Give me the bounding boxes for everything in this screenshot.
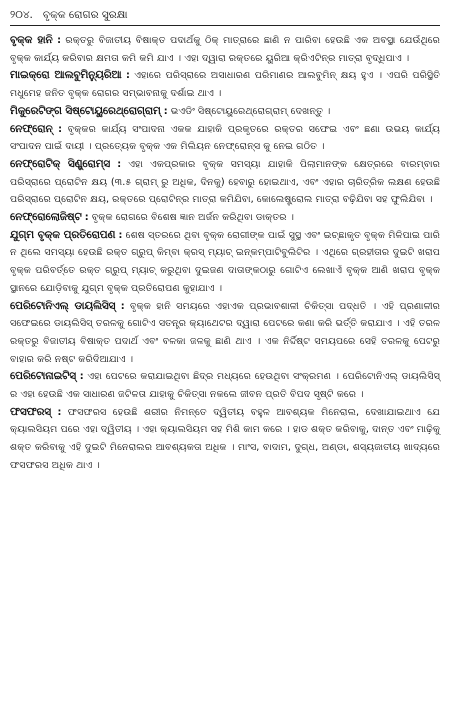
glossary-entry: [10, 156, 440, 209]
page-number: ୨୦୪.: [10, 9, 33, 21]
entry-text: ଏହା ପେଟରେ କରାଯାଇଥିବା ଛିଦ୍ର ମଧ୍ୟରେ ହେଉଥିବା ସଂକ୍ରମଣ । ପେରିଟୋନିଏଲ୍ ଡାୟଲିସିସ୍ ର ଏହା ହେଉଛି ଏକ ସାଧାରଣ ଜଟିଳତା ଯାହାକୁ ଚିକିତ୍ସା ନକଲେ ଜୀବନ ପ୍ରତି ବିପଦ ସୃଷ୍ଟି କରେ ।: [10, 371, 440, 401]
glossary-entry: [10, 298, 440, 369]
glossary-entry: [10, 404, 440, 475]
entry-separator: :: [79, 371, 84, 383]
glossary-entry: [10, 32, 440, 67]
entry-separator: :: [117, 158, 122, 170]
entry-term: ନେଫ୍ରୋଲୋଜିଷ୍ଟ: [10, 211, 82, 224]
glossary-entry: [10, 227, 440, 298]
entry-text: ବୃକ୍କର କାର୍ଯ୍ୟ ସଂପାଦନା ଏକକ ଯାହାକି ପ୍ରକୃତରେ ରକ୍ତର ସଫେଇ ଏବଂ ଛଣା ଉଭୟ କାର୍ଯ୍ୟ ସଂପାଦନ ପାଇଁ ଦାୟୀ । ପ୍ରତ୍ୟେକ ବୃକ୍କ ଏକ ମିଲିୟନ ନେଫ୍ରୋନ୍ସ କୁ ନେଇ ଗଠିତ ।: [10, 123, 440, 153]
glossary-entry: [10, 209, 440, 227]
glossary-entry: [10, 121, 440, 156]
entry-term: ଫସଫରସ୍: [10, 405, 52, 418]
entry-text: ରକ୍ତରୁ ବିଜାତୀୟ ବିଷାକ୍ତ ପଦାର୍ଥକୁ ଠିକ୍ ମାତ୍ରାରେ ଛାଣି ନ ପାରିବା ହେଉଛି ଏକ ଅବସ୍ଥା ଯେଉଁଥିରେ ବୃକ୍କ କାର୍ଯ୍ୟ କରିବାର କ୍ଷମତା କମି କମି ଯାଏ । ଏହା ଦ୍ୱାରା ରକ୍ତରେ ୟୁରିଆ କ୍ରିଏଟିନ୍‌ର ମାତ୍ରା ବୃଦ୍ଧିପାଏ ।: [10, 35, 440, 64]
header-divider: [10, 25, 440, 26]
entry-term: ନେଫ୍ରୋନ୍: [10, 122, 53, 135]
running-title: ବୃକ୍କ ରୋଗର ସୁରକ୍ଷା: [42, 9, 128, 21]
page-header: [10, 8, 440, 24]
entry-text: ଭଏଡିଂ ସିଷ୍ଟୋୟୁରେଥ୍ରୋଗ୍ରାମ୍ ଦେଖନ୍ତୁ ।: [170, 105, 331, 117]
entry-separator: :: [84, 212, 89, 224]
entry-text: ଏହାରେ ପରିସ୍ରାରେ ଅସାଧାରଣ ପରିମାଣର ଆଲବୁମିନ୍ କ୍ଷୟ ହୁଏ । ଏପରି ପରିସ୍ଥିତି ମଧୁମେହ ଜନିତ ବୃକ୍କ ରୋଗର ସମ୍ଭାବନାକୁ ଦର୍ଶାଇ ଥାଏ ।: [10, 70, 440, 100]
entry-term: ପେରିଟୋନିଏଲ୍ ଡାୟଲିସିସ୍: [10, 299, 116, 312]
entry-term: ମାଇକ୍ରୋ ଆଲବୁମିନ୍ୟୁରିଆ: [10, 69, 122, 82]
glossary-body: [10, 32, 440, 475]
entry-text: ବୃକ୍କ ରୋଗରେ ବିଶେଷ ଜ୍ଞାନ ଅର୍ଜନ କରିଥିବା ଡାକ୍ତର ।: [91, 212, 295, 224]
entry-text: ଫସଫରସ ହେଉଛି ଶରୀର ନିମନ୍ତେ ଦ୍ୱିତୀୟ ବହୁଳ ଆବଶ୍ୟକ ମିନେରାଲ, ଦେଖାଯାଇଥାଏ ଯେ କ୍ୟାଲସିୟମ ପରେ ଏହା ଦ୍ୱିତୀୟ । ଏହା କ୍ୟାଲସିୟମ ସହ ମିଶି କାମ କରେ । ହାଡ ଶକ୍ତ କରିବାକୁ, ଦାନ୍ତ ଏବଂ ମାଢ଼ିକୁ ଶକ୍ତ କରିବାକୁ ଏହି ଦୁଇଟି ମିନେରାଲର ଆବଶ୍ୟକତା ଅଧିକ । ମାଂସ, ବାଦାମ, ଦୁଗ୍ଧ, ଅଣ୍ଡା, ଶସ୍ୟଜାତୀୟ ଖାଦ୍ୟରେ ଫସଫରସ ଅଧିକ ଥାଏ ।: [10, 406, 440, 471]
glossary-entry: [10, 67, 440, 102]
entry-term: ନେଫ୍ରୋଟିକ୍ ସିଣ୍ଡ୍ରୋମ୍ସ: [10, 157, 111, 170]
entry-separator: :: [58, 123, 63, 135]
entry-separator: :: [125, 70, 130, 82]
entry-term: ପେରିଟୋନାଇଟିସ୍: [10, 370, 77, 383]
entry-separator: :: [118, 229, 123, 241]
entry-text: ଶେଷ ସ୍ତରରେ ଥିବା ବୃକ୍କ ରୋଗୀଙ୍କ ପାଇଁ ସୁସ୍ଥ ଏବଂ ଇଚ୍ଛାକୃତ ବୃକ୍କ ମିଳିପାଇ ପାରି ନ ଥିଲେ ସମସ୍ୟା ହେଉଛି ରକ୍ତ ଗ୍ରୁପ୍ କିମ୍ବା କ୍ରସ୍ ମ୍ୟାଚ୍ ଇନ୍‌କମ୍ପାଟିବୁଲିଟିର । ଏଥିରେ ଗ୍ରହୀତାର ଦୁଇଟି ଖରାପ ବୃକ୍କ ପରିବର୍ତ୍ତେ ରକ୍ତ ଗ୍ରୁପ୍ ମ୍ୟାଚ୍ କରୁଥିବା ଦୁଇଜଣ ଦାତାଙ୍କଠାରୁ ଗୋଟିଏ ଲେଖାଏଁ ବୃକ୍କ ଆଣି ଖରାପ ବୃକ୍କ ସ୍ଥାନରେ ଯୋଡ଼ିବାକୁ ଯୁଗ୍ମ ବୃକ୍କ ପ୍ରତିରୋପଣ କୁହାଯାଏ ।: [10, 229, 440, 294]
entry-separator: :: [57, 35, 61, 46]
entry-separator: :: [120, 300, 125, 312]
entry-text: ବୃକ୍କ ହାନି ସମୟରେ ଏହାଏକ ପ୍ରଭାବଶାଳୀ ଚିକିତ୍ସା ପଦ୍ଧତି । ଏହି ପ୍ରଣାଳୀର ସଫେଇରେ ଡାୟଲିସିସ୍ ତରଳକୁ ଗୋଟିଏ ସତନ୍ତ୍ର କ୍ୟାଥେଟର ଦ୍ୱାରା ପେଟରେ କଣା କରି ଭର୍ତ୍ତି କରାଯାଏ । ଏହି ତରଳ ରକ୍ତରୁ ବିଜାତୀୟ ବିଷାକ୍ତ ପଦାର୍ଥ ଏବଂ ବଳକା ଜଳକୁ ଛାଣି ଥାଏ । ଏକ ନିର୍ଦ୍ଦିଷ୍ଟ ସମୟପରେ ସେହି ତରଳକୁ ପେଟରୁ ବାହାର କରି ନଷ୍ଟ କରିଦିଆଯାଏ ।: [10, 300, 440, 365]
entry-separator: :: [57, 406, 62, 418]
entry-text: ଏହା ଏକପ୍ରକାର ବୃକ୍କ ସମସ୍ୟା ଯାହାକି ପିଲାମାନଙ୍କ କ୍ଷେତ୍ରରେ ବାରମ୍ବାର ପରିସ୍ରାରେ ପ୍ରୋଟିନ କ୍ଷୟ (୩.୫ ଗ୍ରାମ୍ ରୁ ଅଧିକ, ଦିନକୁ) ହେବାରୁ ହୋଇଥାଏ, ଏବଂ ଏହାର ଚାରିତ୍ରିକ ଲକ୍ଷଣ ହେଉଛି ପରିସ୍ରାରେ ପ୍ରୋଟିନ କ୍ଷୟ, ରକ୍ତରେ ପ୍ରୋଟିନ୍‌ର ମାତ୍ରା କମିଯିବା, କୋଲେଷ୍ଟ୍ରୋଲ ମାତ୍ରା ବଢ଼ିଯିବା ସହ ଫୁଲିଯିବା ।: [10, 158, 440, 206]
glossary-entry: [10, 368, 440, 403]
entry-term: ବୃକ୍କ ହାନି: [10, 34, 53, 46]
entry-term: ମିକୁରେଟିଙ୍ଗ ସିଷ୍ଟୋୟୁରେଥ୍ରୋଗ୍ରାମ୍: [10, 104, 161, 117]
entry-separator: :: [163, 105, 168, 117]
glossary-entry: [10, 103, 440, 121]
entry-term: ଯୁଗ୍ମ ବୃକ୍କ ପ୍ରତିରୋପଣ: [10, 228, 116, 241]
